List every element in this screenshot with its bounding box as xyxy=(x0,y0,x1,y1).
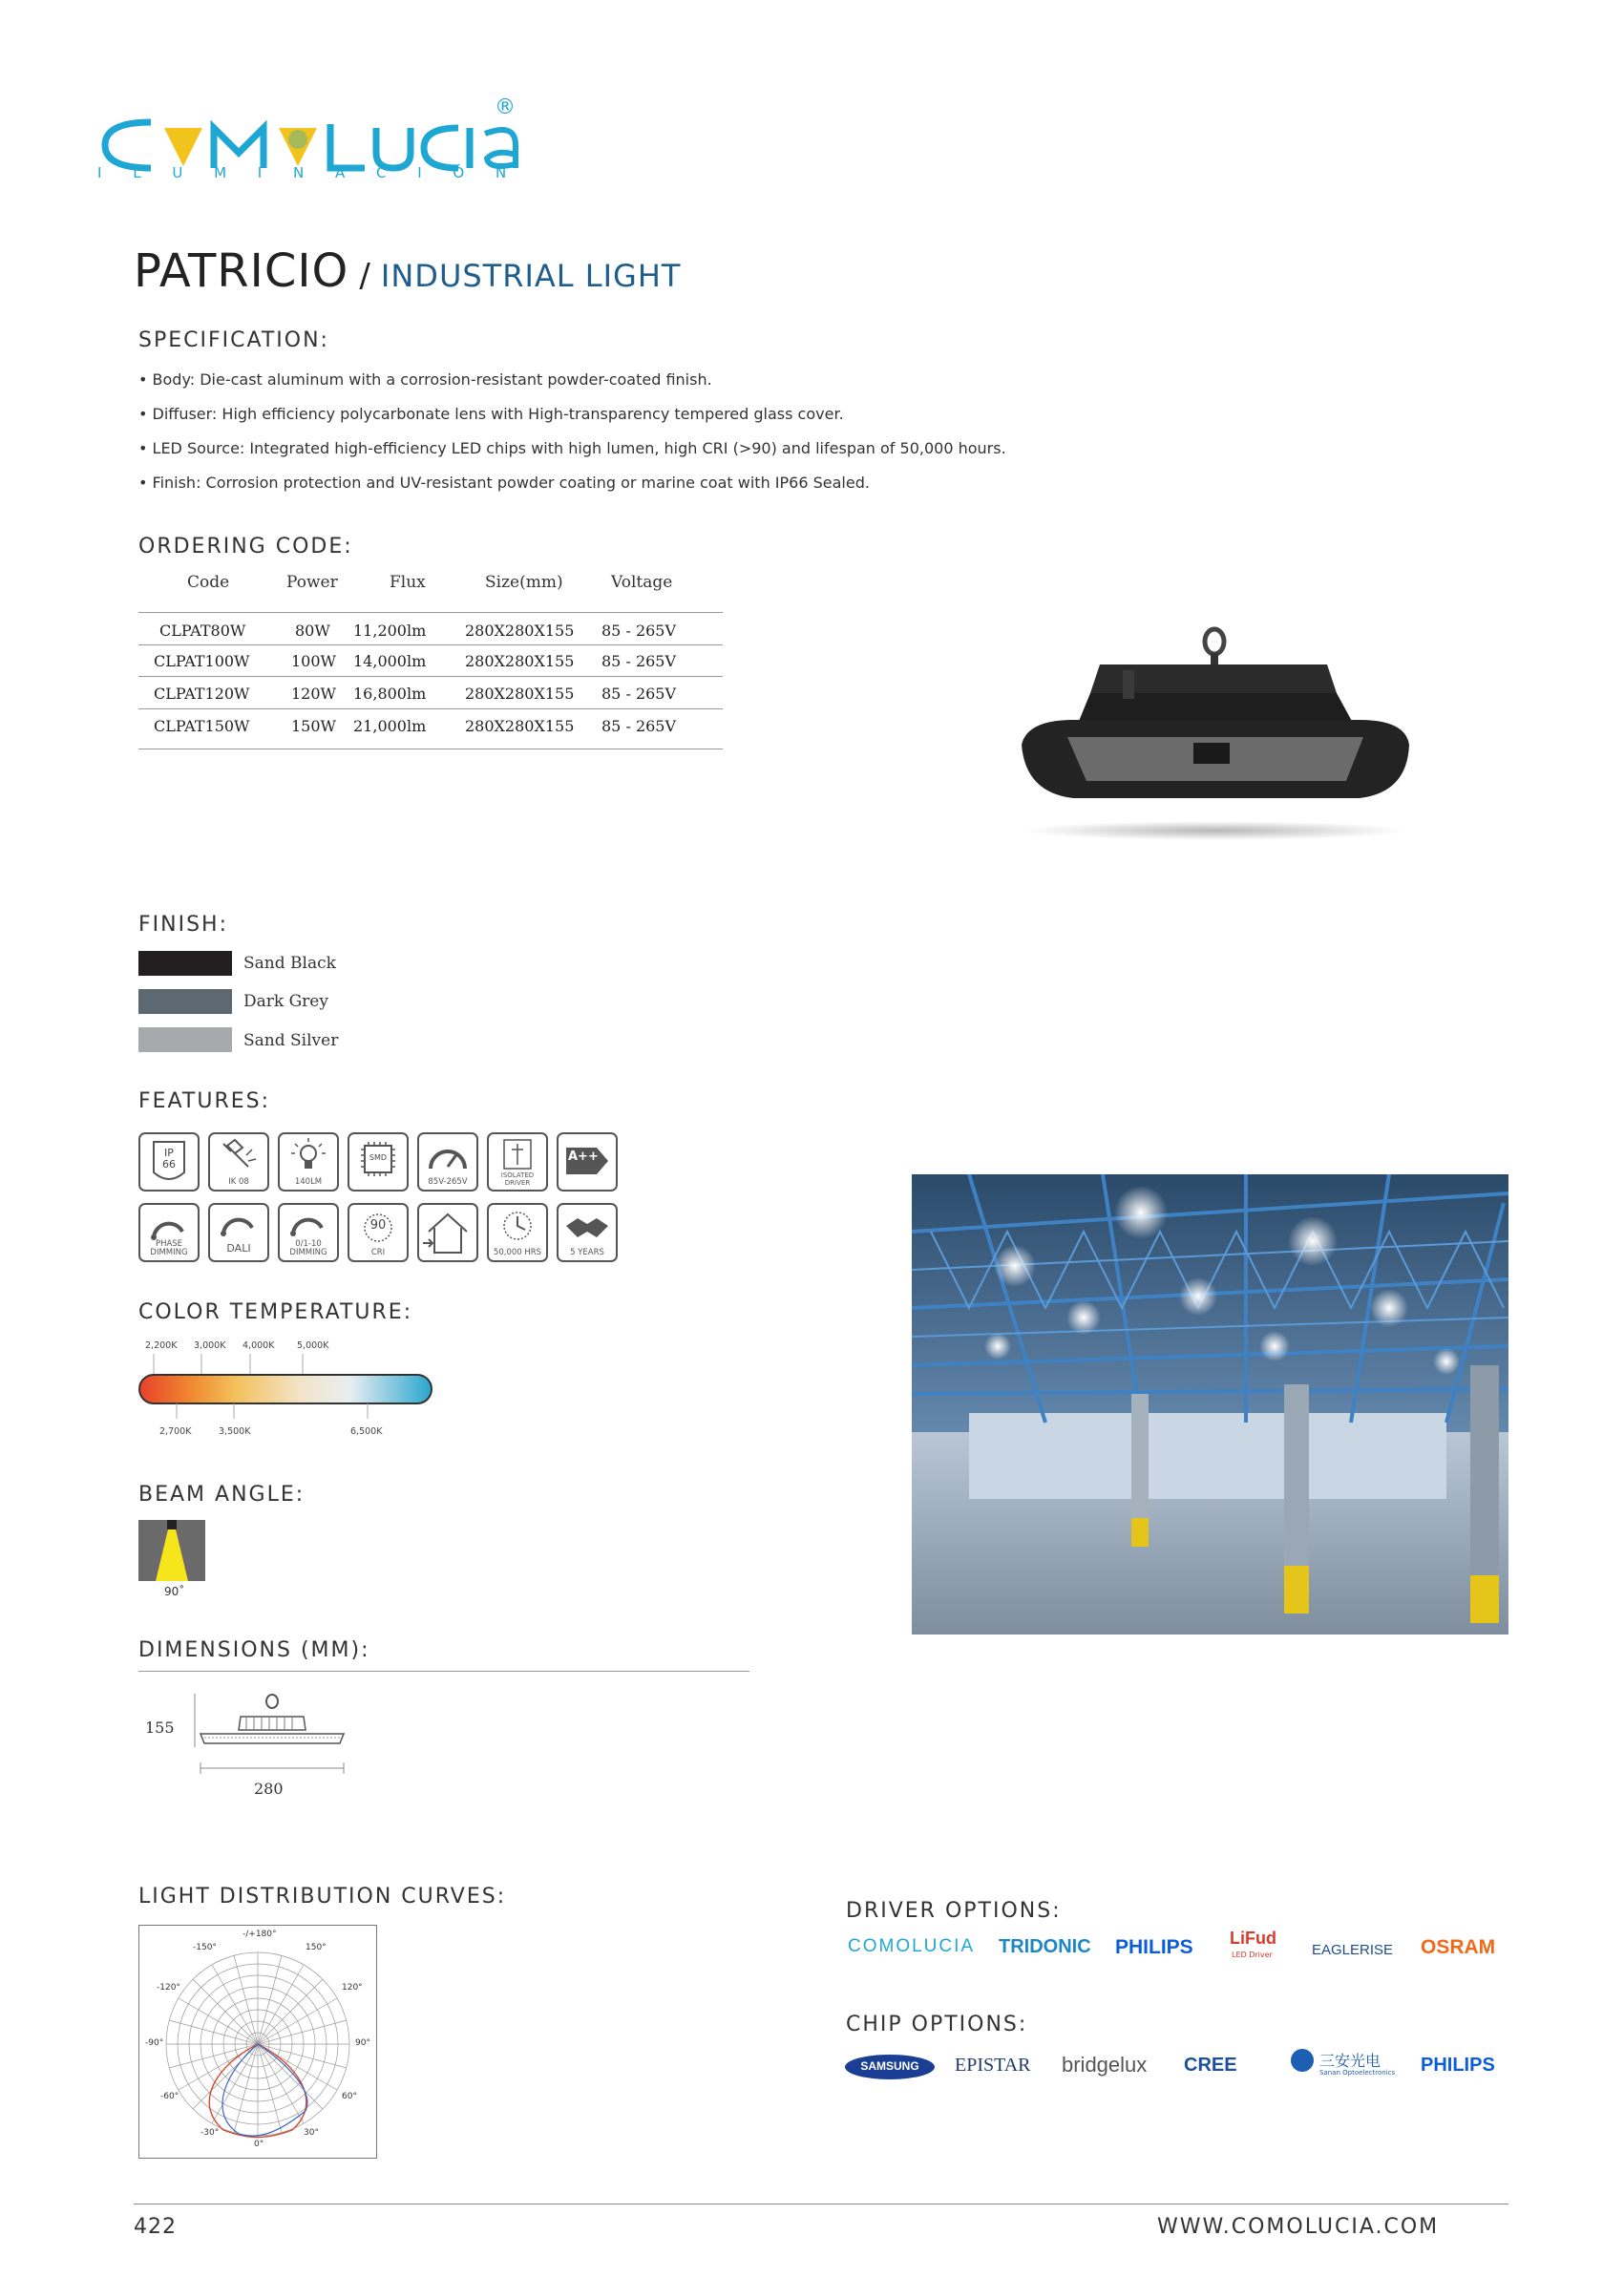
cell-size: 280X280X155 xyxy=(465,685,575,703)
ct-tick-label: 2,200K xyxy=(145,1340,178,1351)
smd-chip-icon: SMD xyxy=(348,1132,409,1192)
cell-flux: 11,200lm xyxy=(353,622,427,640)
cell-voltage: 85 - 265V xyxy=(601,685,677,703)
phase-dimming-icon: PHASE DIMMING xyxy=(138,1203,200,1262)
chip-brand-bridgelux: bridgelux xyxy=(1062,2053,1148,2077)
cell-voltage: 85 - 265V xyxy=(601,622,677,640)
energy-class-icon: A++ xyxy=(557,1132,618,1192)
angle-label: -90° xyxy=(145,2038,164,2048)
cell-power: 150W xyxy=(291,717,336,735)
ct-tick-label: 6,500K xyxy=(350,1426,383,1437)
driver-brand-lifud: LiFud xyxy=(1230,1929,1276,1948)
cell-size: 280X280X155 xyxy=(465,717,575,735)
angle-label: -120° xyxy=(157,1983,180,1993)
light-distribution-heading: LIGHT DISTRIBUTION CURVES: xyxy=(138,1885,507,1909)
cell-flux: 21,000lm xyxy=(353,717,427,735)
cell-voltage: 85 - 265V xyxy=(601,652,677,670)
polar-diagram xyxy=(138,1925,377,2159)
ct-tick-label: 2,700K xyxy=(159,1426,192,1437)
cell-flux: 16,800lm xyxy=(353,685,427,703)
cri-icon: 90 CRI xyxy=(348,1203,409,1262)
color-temperature-heading: COLOR TEMPERATURE: xyxy=(138,1300,413,1324)
ip66-icon: IP 66 xyxy=(138,1132,200,1192)
angle-label: -150° xyxy=(193,1943,217,1952)
finish-label: Sand Silver xyxy=(243,1031,339,1050)
angle-label: 0° xyxy=(254,2140,264,2149)
beam-angle-heading: BEAM ANGLE: xyxy=(138,1483,306,1507)
chip-brand-sanan: 三安光电 xyxy=(1319,2054,1381,2070)
cell-code: CLPAT120W xyxy=(154,685,250,703)
cell-size: 280X280X155 xyxy=(465,652,575,670)
finish-label: Sand Black xyxy=(243,954,336,973)
cell-size: 280X280X155 xyxy=(465,622,575,640)
ct-tick-label: 3,000K xyxy=(194,1340,226,1351)
ct-tick-label: 3,500K xyxy=(219,1426,251,1437)
lifud-subtitle: LED Driver xyxy=(1232,1951,1273,1959)
dimensions-rule xyxy=(138,1671,749,1672)
col-voltage: Voltage xyxy=(611,573,673,592)
brand-logo xyxy=(95,95,535,191)
ik08-icon: IK 08 xyxy=(208,1132,269,1192)
finish-label: Dark Grey xyxy=(243,992,328,1011)
cell-power: 100W xyxy=(291,652,336,670)
cell-power: 80W xyxy=(295,622,330,640)
dimensions-heading: DIMENSIONS (MM): xyxy=(138,1638,370,1662)
ordering-heading: ORDERING CODE: xyxy=(138,535,353,559)
page-number: 422 xyxy=(134,2215,177,2239)
driver-brand-philips: PHILIPS xyxy=(1115,1936,1193,1958)
col-size: Size(mm) xyxy=(485,573,563,592)
cell-code: CLPAT100W xyxy=(154,652,250,670)
angle-label: -/+180° xyxy=(243,1930,277,1939)
cell-flux: 14,000lm xyxy=(353,652,427,670)
angle-label: -60° xyxy=(160,2092,179,2101)
cell-code: CLPAT150W xyxy=(154,717,250,735)
angle-label: -30° xyxy=(200,2128,220,2138)
spec-item: • Body: Die-cast aluminum with a corrosion-resistant powder-coated finish. xyxy=(138,370,712,389)
product-image xyxy=(993,601,1432,850)
lifespan-icon: 50,000 HRS xyxy=(487,1203,548,1262)
spec-item: • Finish: Corrosion protection and UV-resistant powder coating or marine coat with IP66 Sealed. xyxy=(138,474,870,492)
dimension-width: 280 xyxy=(254,1780,284,1798)
angle-label: 120° xyxy=(342,1983,363,1993)
cell-power: 120W xyxy=(291,685,336,703)
isolated-driver-icon: ISOLATED DRIVER xyxy=(487,1132,548,1192)
title-separator: / xyxy=(359,257,370,295)
driver-brand-tridonic: TRIDONIC xyxy=(999,1936,1091,1957)
driver-brand-eaglerise: EAGLERISE xyxy=(1312,1942,1394,1958)
indoor-icon xyxy=(417,1203,478,1262)
spec-item: • Diffuser: High efficiency polycarbonate lens with High-transparency tempered glass cover. xyxy=(138,405,844,423)
features-heading: FEATURES: xyxy=(138,1089,271,1113)
warehouse-photo xyxy=(912,1174,1508,1635)
dimming-0-10-icon: 0/1-10 DIMMING xyxy=(278,1203,339,1262)
registered-mark: ® xyxy=(495,95,516,119)
voltage-icon: 85V-265V xyxy=(417,1132,478,1192)
chip-options-heading: CHIP OPTIONS: xyxy=(846,2013,1028,2036)
driver-brand-comolucia: COMOLUCIA xyxy=(848,1936,976,1956)
sanan-subtitle: Sanan Optoelectronics xyxy=(1319,2069,1396,2077)
chip-brand-samsung-logo: SAMSUNG xyxy=(844,2054,936,2080)
cell-voltage: 85 - 265V xyxy=(601,717,677,735)
dali-icon: DALI xyxy=(208,1203,269,1262)
beam-angle-icon xyxy=(138,1520,205,1581)
angle-label: 60° xyxy=(342,2092,357,2101)
page-title xyxy=(134,244,681,298)
website-link[interactable]: WWW.COMOLUCIA.COM xyxy=(1157,2215,1440,2239)
driver-brand-osram: OSRAM xyxy=(1421,1936,1496,1958)
dimension-height: 155 xyxy=(145,1719,175,1737)
beam-angle-value: 90˚ xyxy=(164,1585,185,1598)
logo-tagline: I L U M I N A C I Ó N xyxy=(97,164,520,181)
chip-brand-epistar: EPISTAR xyxy=(955,2055,1031,2076)
chip-brand-philips: PHILIPS xyxy=(1421,2055,1495,2076)
specification-heading: SPECIFICATION: xyxy=(138,328,329,352)
ct-tick-label: 5,000K xyxy=(297,1340,329,1351)
driver-options-heading: DRIVER OPTIONS: xyxy=(846,1899,1062,1923)
cell-code: CLPAT80W xyxy=(159,622,246,640)
chip-brand-cree: CREE xyxy=(1184,2055,1237,2076)
ct-tick-label: 4,000K xyxy=(243,1340,275,1351)
spec-item: • LED Source: Integrated high-efficiency LED chips with high lumen, high CRI (>90) and lifespan of 50,000 hours. xyxy=(138,439,1006,457)
swatch-sand-black xyxy=(138,951,232,976)
swatch-sand-silver xyxy=(138,1027,232,1052)
lumen-icon: 140LM xyxy=(278,1132,339,1192)
col-code: Code xyxy=(187,573,230,592)
swatch-dark-grey xyxy=(138,989,232,1014)
product-name: PATRICIO xyxy=(134,244,349,298)
angle-label: 90° xyxy=(355,2038,370,2048)
angle-label: 30° xyxy=(304,2128,319,2138)
finish-heading: FINISH: xyxy=(138,913,229,937)
sanan-logo-icon xyxy=(1291,2049,1314,2072)
col-flux: Flux xyxy=(390,573,426,592)
product-category: INDUSTRIAL LIGHT xyxy=(380,258,682,294)
color-temperature-bar xyxy=(138,1354,434,1421)
angle-label: 150° xyxy=(306,1943,327,1952)
warranty-icon: 5 YEARS xyxy=(557,1203,618,1262)
col-power: Power xyxy=(286,573,338,592)
